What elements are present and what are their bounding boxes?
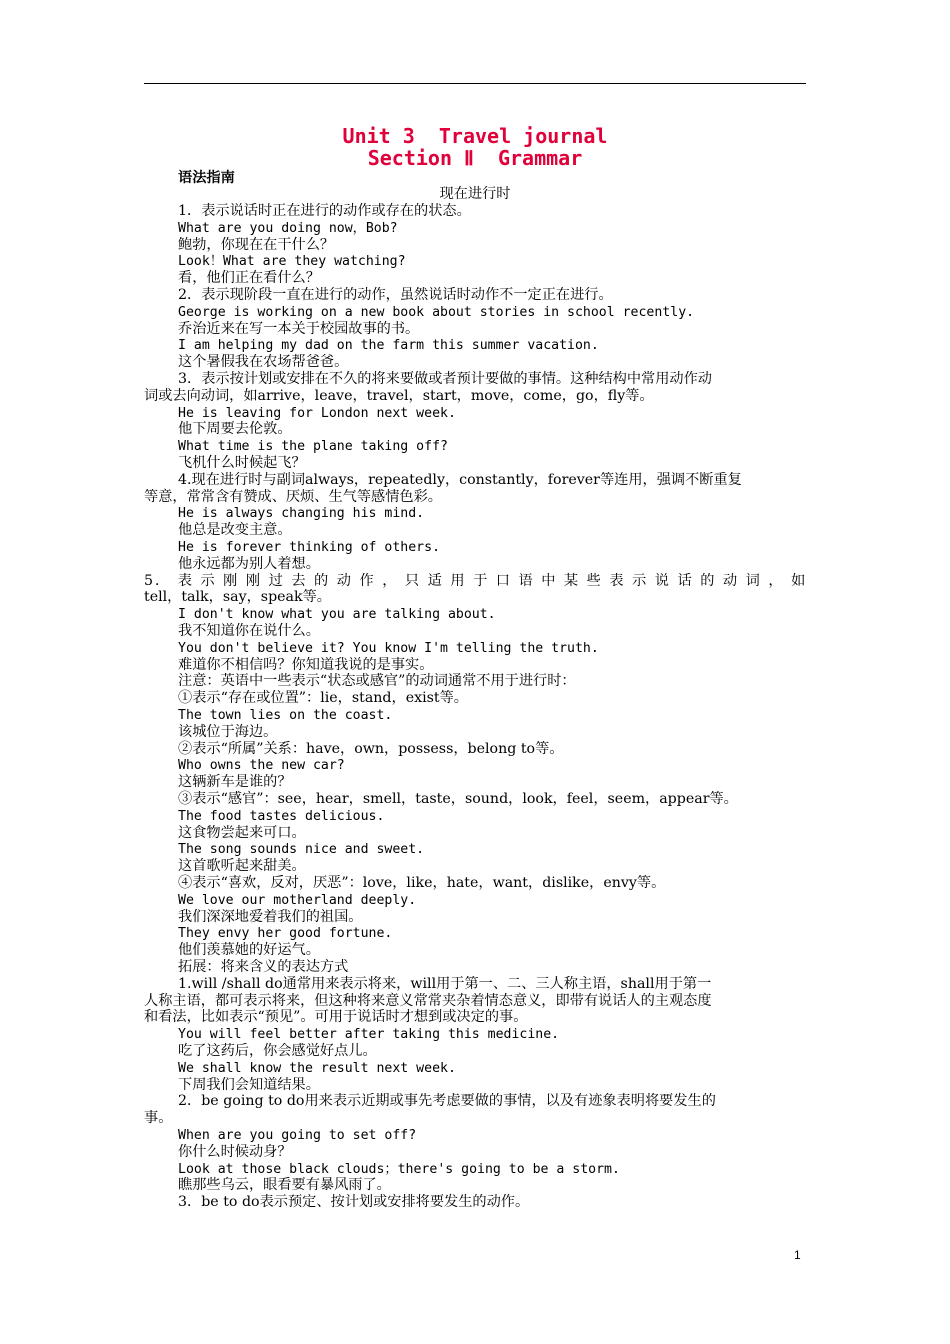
text-line: He is always changing his mind. [178,506,425,522]
text-line: 这首歌听起来甜美。 [178,858,306,875]
text-line: Look！What are they watching? [178,254,406,270]
text-line: 吃了这药后，你会感觉好点儿。 [178,1043,377,1059]
text-line: The food tastes delicious. [178,808,385,824]
text-line: tell，talk，say，speak等。 [144,589,331,606]
text-line: 他下周要去伦敦。 [178,421,292,438]
text-line: You don't believe it? You know I'm telling the truth. [178,640,599,656]
text-line: 乔治近来在写一本关于校园故事的书。 [178,320,420,337]
text-line: 3．be to do表示预定、按计划或安排将要发生的动作。 [178,1194,530,1211]
text-line: Who owns the new car? [178,758,345,774]
text-line: 下周我们会知道结果。 [178,1076,320,1093]
text-line: 我不知道你在说什么。 [178,623,320,639]
text-line: Look at those black clouds；there's going to be a storm. [178,1161,620,1177]
text-line: 这个暑假我在农场帮爸爸。 [178,354,349,371]
text-line: I don't know what you are talking about. [178,607,496,623]
text-line: 你什么时候动身？ [178,1143,292,1160]
text-line: 2．be going to do用来表示近期或事先考虑要做的事情，以及有迹象表明将要发生的 [178,1093,716,1110]
text-line: 他永远都为别人着想。 [178,555,320,572]
text-line: 和看法，比如表示“预见”。可用于说话时才想到或决定的事。 [144,1009,528,1026]
text-line: 飞机什么时候起飞？ [178,455,306,471]
text-line: 词或去向动词，如arrive，leave，travel，start，move，come，go，fly等。 [144,387,654,404]
text-line: 人称主语，都可表示将来，但这种将来意义常常夹杂着情态意义，即带有说话人的主观态度 [144,992,712,1009]
text-line: ②表示“所属”关系：have，own，possess，belong to等。 [178,740,564,757]
text-line: You will feel better after taking this medicine. [178,1027,560,1043]
text-line: 这食物尝起来可口。 [178,824,306,841]
text-line: He is forever thinking of others. [178,540,441,555]
text-line: 事。 [144,1110,173,1127]
header-rule [144,83,806,84]
text-line: 他们羡慕她的好运气。 [178,942,320,959]
text-line: ④表示“喜欢，反对，厌恶”：love，like，hate，want，dislike，envy等。 [178,875,666,891]
text-line: 拓展：将来含义的表达方式 [178,959,349,975]
text-line: We shall know the result next week. [178,1060,456,1076]
topic-heading: 现在进行时 [439,186,511,202]
page-number: 1 [794,1248,801,1262]
text-line: What are you doing now，Bob? [178,220,398,236]
text-line: 他总是改变主意。 [178,522,292,539]
text-line: ①表示“存在或位置”：lie，stand，exist等。 [178,690,468,707]
section-heading: 语法指南 [178,170,235,186]
text-line: 2．表示现阶段一直在进行的动作，虽然说话时动作不一定正在进行。 [178,287,613,303]
text-line: 等意，常常含有赞成、厌烦、生气等感情色彩。 [144,488,442,505]
text-line: 该城位于海边。 [178,723,278,740]
text-line: I am helping my dad on the farm this summer vacation. [178,338,599,354]
text-line: 看，他们正在看什么？ [178,270,320,287]
text-line: 5． 表 示 刚 刚 过 去 的 动 作 ， 只 适 用 于 口 语 中 某 些 表 示 说 话 的 动 词 ， 如 [144,572,806,589]
text-line: They envy her good fortune. [178,926,393,942]
document-title: Unit 3 Travel journal [342,124,608,148]
text-line: 3．表示按计划或安排在不久的将来要做或者预计要做的事情。这种结构中常用动作动 [178,371,712,387]
text-line: 这辆新车是谁的？ [178,774,292,791]
text-line: ③表示“感官”：see，hear，smell，taste，sound，look，feel，seem，appear等。 [178,791,738,807]
text-line: 瞧那些乌云，眼看要有暴风雨了。 [178,1177,391,1194]
text-line: He is leaving for London next week. [178,405,456,421]
text-line: George is working on a new book about stories in school recently. [178,304,695,320]
text-line: 注意：英语中一些表示“状态或感官”的动词通常不用于进行时： [178,673,576,690]
text-line: 难道你不相信吗？你知道我说的是事实。 [178,656,434,673]
text-line: We love our motherland deeply. [178,892,417,908]
text-line: 4.现在进行时与副词always，repeatedly，constantly，forever等连用，强调不断重复 [178,471,742,488]
text-line: What time is the plane taking off? [178,439,448,455]
text-line: 1．表示说话时正在进行的动作或存在的状态。 [178,203,471,219]
text-line: When are you going to set off? [178,1128,417,1143]
text-line: The town lies on the coast. [178,708,393,723]
text-line: The song sounds nice and sweet. [178,842,425,858]
text-line: 1.will /shall do通常用来表示将来，will用于第一、二、三人称主语，shall用于第一 [178,975,712,992]
text-line: 我们深深地爱着我们的祖国。 [178,908,363,925]
section-title: Section Ⅱ Grammar [367,146,583,170]
text-line: 鲍勃，你现在在干什么？ [178,236,335,253]
